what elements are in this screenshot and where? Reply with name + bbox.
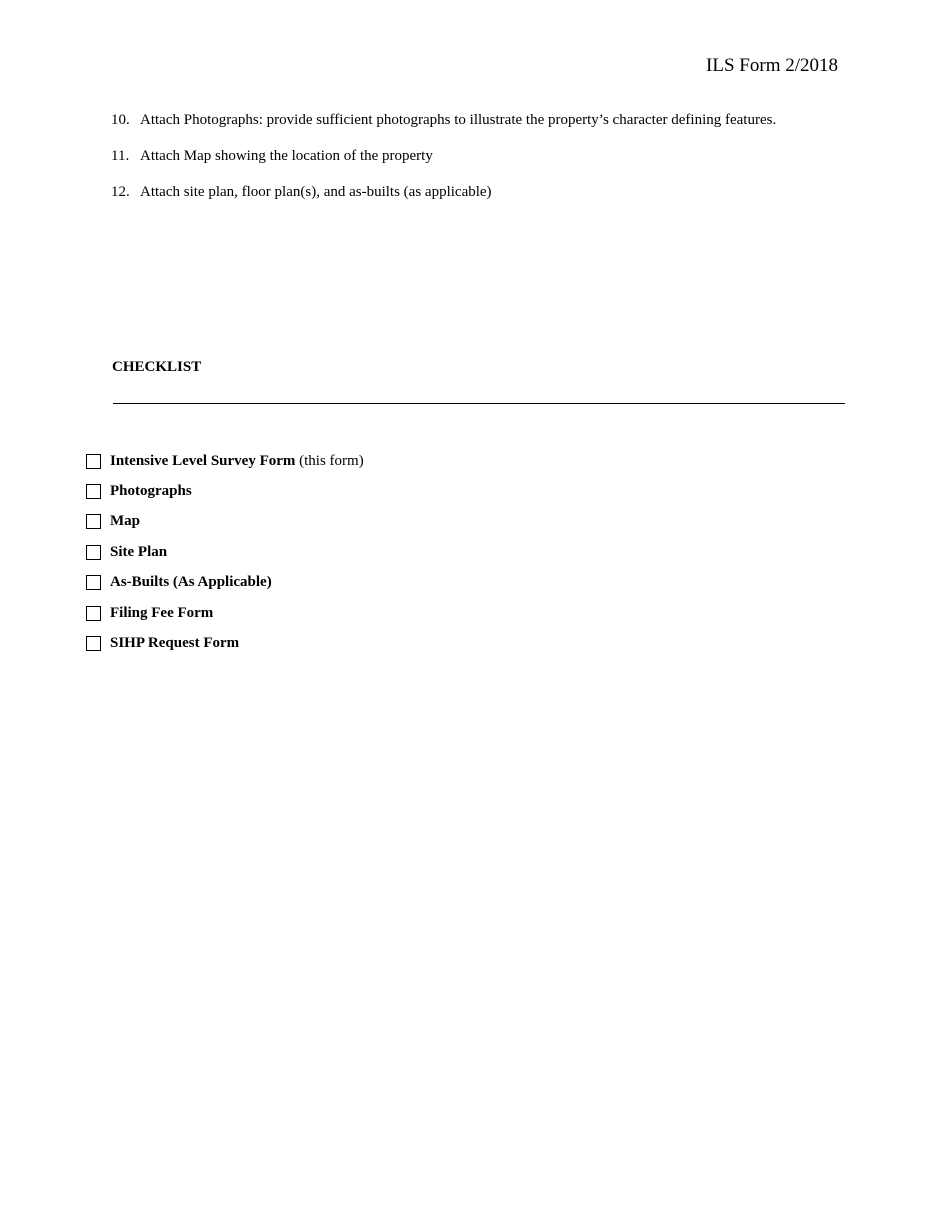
checklist-item-label: Site Plan [110, 543, 168, 560]
checklist-item-as-builts [86, 568, 364, 598]
checkbox[interactable] [86, 636, 101, 651]
checklist-item-label: Photographs [110, 483, 192, 500]
checklist-item-sihp-request [86, 628, 364, 658]
checklist-item-site-plan [86, 537, 364, 567]
checklist-item-label: As-Builts (As Applicable) [110, 574, 272, 591]
instruction-item [111, 110, 871, 130]
checklist-item-label: SIHP Request Form [110, 635, 240, 652]
checklist-item-note: (this form) [295, 452, 364, 469]
checklist-item-filing-fee [86, 598, 364, 628]
checklist-item-label: Filing Fee Form [110, 604, 214, 621]
instruction-text: Attach Map showing the location of the property [140, 148, 433, 164]
checklist-item-label: Map [110, 513, 140, 530]
instruction-number: 11. [111, 148, 130, 164]
checkbox[interactable] [86, 575, 101, 590]
instruction-item [111, 182, 871, 202]
instruction-text: Attach site plan, floor plan(s), and as-builts (as applicable) [140, 184, 492, 200]
checkbox[interactable] [86, 606, 101, 621]
checklist-item-label: Intensive Level Survey Form [110, 452, 296, 469]
section-divider [113, 403, 845, 404]
instruction-number: 12. [111, 184, 130, 200]
checklist-item-photographs [86, 476, 364, 506]
checklist-item-text [110, 453, 364, 470]
instruction-item [111, 146, 871, 166]
checklist [86, 446, 364, 659]
checklist-heading: CHECKLIST [112, 359, 202, 375]
checkbox[interactable] [86, 514, 101, 529]
checklist-item-survey-form [86, 446, 364, 476]
instruction-number: 10. [111, 112, 130, 128]
checklist-item-map [86, 507, 364, 537]
instruction-list [111, 110, 871, 218]
checkbox[interactable] [86, 484, 101, 499]
checkbox[interactable] [86, 454, 101, 469]
form-identifier: ILS Form 2/2018 [706, 55, 838, 76]
instruction-text: Attach Photographs: provide sufficient photographs to illustrate the property’s character defining features. [140, 112, 777, 128]
checkbox[interactable] [86, 545, 101, 560]
